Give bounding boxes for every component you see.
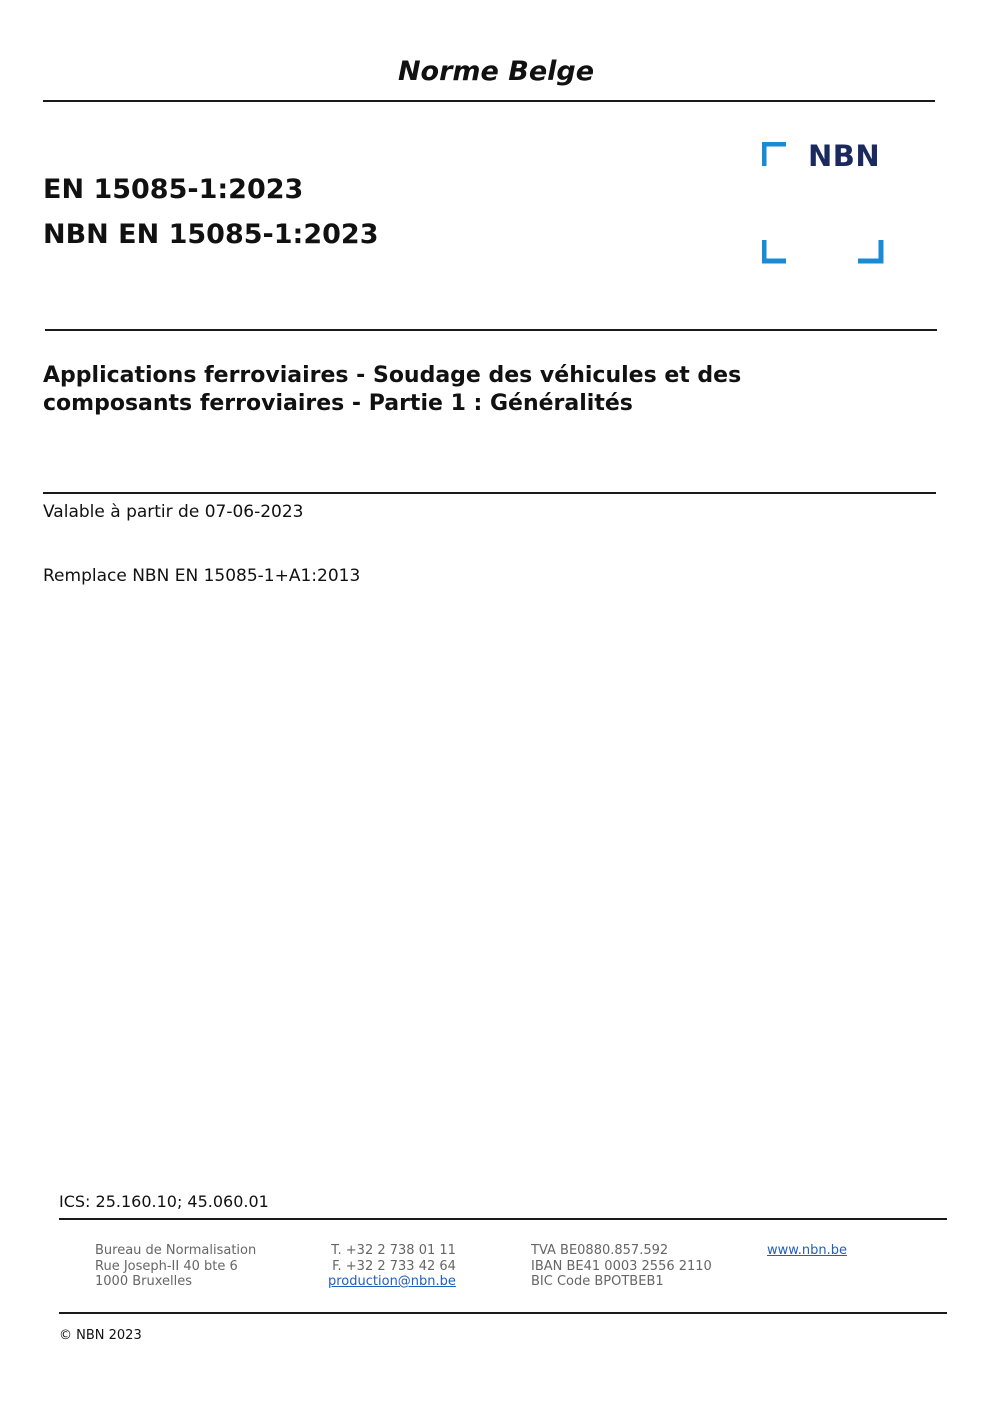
- document-title-line-2: composants ferroviaires - Partie 1 : Généralités: [43, 391, 633, 416]
- document-title-line-1: Applications ferroviaires - Soudage des véhicules et des: [43, 363, 742, 388]
- ics-codes: ICS: 25.160.10; 45.060.01: [59, 1192, 269, 1211]
- document-title: [43, 362, 843, 418]
- footer-email-link[interactable]: production@nbn.be: [328, 1274, 456, 1289]
- footer-fax: F. +32 2 733 42 64: [332, 1258, 456, 1274]
- footer-address-line: Bureau de Normalisation: [95, 1243, 257, 1258]
- footer-contact: [328, 1243, 456, 1290]
- footer-bottom-divider: [59, 1312, 947, 1314]
- footer-website-link[interactable]: www.nbn.be: [767, 1243, 847, 1258]
- validity-divider: [43, 492, 936, 494]
- replaces-text: Remplace NBN EN 15085-1+A1:2013: [43, 566, 361, 586]
- copyright-text: © NBN 2023: [59, 1328, 142, 1343]
- title-top-divider: [45, 329, 937, 331]
- nbn-logo-text: NBN: [808, 139, 881, 173]
- page-header-title: Norme Belge: [397, 56, 595, 87]
- standard-code-en: EN 15085-1:2023: [43, 174, 304, 205]
- nbn-logo: [762, 139, 886, 264]
- valid-from-text: Valable à partir de 07-06-2023: [43, 502, 304, 522]
- footer-tva: TVA BE0880.857.592: [531, 1243, 669, 1258]
- footer-bic: BIC Code BPOTBEB1: [531, 1274, 664, 1289]
- footer-address-line: Rue Joseph-II 40 bte 6: [95, 1258, 238, 1274]
- footer-phone: T. +32 2 738 01 11: [331, 1243, 456, 1258]
- footer-address-line: 1000 Bruxelles: [95, 1274, 193, 1289]
- footer-web: [767, 1243, 847, 1259]
- footer-iban: IBAN BE41 0003 2556 2110: [531, 1258, 712, 1274]
- footer-address: [95, 1243, 256, 1290]
- header-divider: [43, 100, 935, 102]
- standard-code-nbn: NBN EN 15085-1:2023: [43, 219, 379, 250]
- footer-bank: [531, 1243, 712, 1290]
- footer-top-divider: [59, 1218, 947, 1220]
